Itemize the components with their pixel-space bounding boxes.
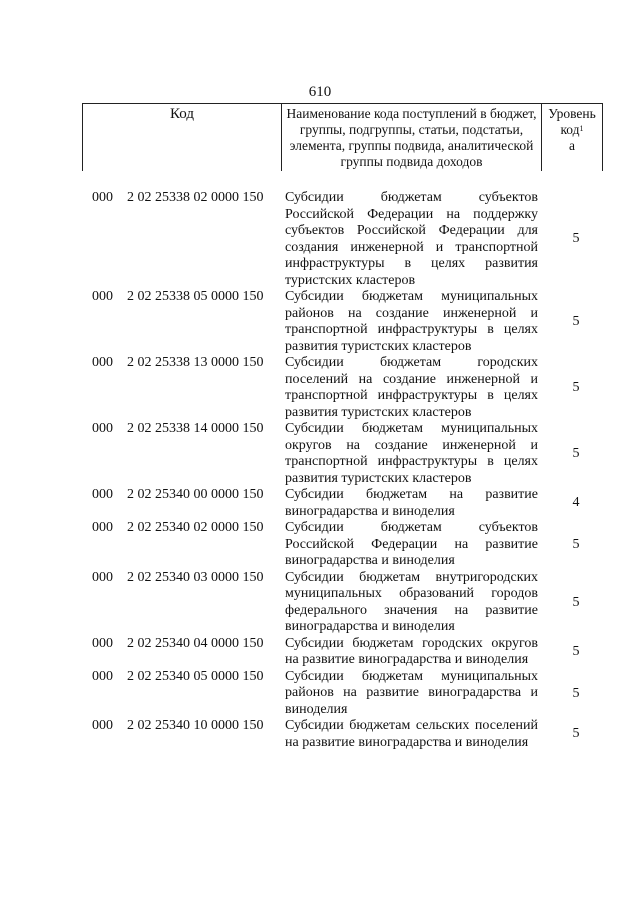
header-level bbox=[542, 104, 602, 171]
admin-code: 000 bbox=[92, 421, 113, 436]
header-level-text-end: а bbox=[569, 138, 575, 153]
level-code: 5 bbox=[572, 446, 580, 461]
level-code: 5 bbox=[572, 726, 580, 741]
page-number: 610 bbox=[308, 84, 332, 100]
table-row bbox=[0, 487, 640, 520]
level-code: 5 bbox=[572, 685, 580, 701]
revenue-code: 2 02 25340 00 0000 150 bbox=[127, 487, 264, 502]
level-code: 4 bbox=[572, 495, 580, 510]
table-body bbox=[0, 190, 640, 751]
table-header bbox=[82, 103, 603, 171]
revenue-code: 2 02 25340 05 0000 150 bbox=[127, 668, 264, 684]
revenue-name: Субсидии бюджетам городских округов на развитие виноградарства и виноделия bbox=[285, 635, 538, 667]
revenue-code: 2 02 25338 02 0000 150 bbox=[127, 190, 264, 205]
revenue-name: Субсидии бюджетам на развитие виноградарства и виноделия bbox=[285, 487, 538, 519]
admin-code: 000 bbox=[92, 569, 113, 585]
level-code: 5 bbox=[572, 380, 580, 395]
table-row bbox=[0, 570, 640, 636]
table-row bbox=[0, 636, 640, 669]
revenue-name: Субсидии бюджетам субъектов Российской Федерации на развитие виноградарства и виноделия bbox=[285, 520, 538, 568]
table-row bbox=[0, 520, 640, 570]
header-code: Код bbox=[83, 104, 282, 171]
level-code: 5 bbox=[572, 314, 580, 329]
table-row bbox=[0, 421, 640, 487]
level-code: 5 bbox=[572, 231, 580, 246]
revenue-name: Субсидии бюджетам муниципальных районов на развитие виноградарства и виноделия bbox=[285, 668, 538, 717]
admin-code: 000 bbox=[92, 190, 113, 205]
revenue-code: 2 02 25340 10 0000 150 bbox=[127, 718, 264, 733]
revenue-code: 2 02 25338 14 0000 150 bbox=[127, 421, 264, 436]
admin-code: 000 bbox=[92, 635, 113, 651]
admin-code: 000 bbox=[92, 289, 113, 304]
revenue-code: 2 02 25340 03 0000 150 bbox=[127, 569, 264, 585]
table-row bbox=[0, 355, 640, 421]
revenue-name: Субсидии бюджетам внутригородских муниципальных образований городов федерального значения на развитие виноградарства и виноделия bbox=[285, 569, 538, 634]
revenue-code: 2 02 25340 04 0000 150 bbox=[127, 635, 264, 651]
level-code: 5 bbox=[572, 594, 580, 610]
revenue-code: 2 02 25338 13 0000 150 bbox=[127, 355, 264, 370]
revenue-name: Субсидии бюджетам сельских поселений на развитие виноградарства и виноделия bbox=[285, 718, 538, 750]
revenue-name: Субсидии бюджетам субъектов Российской Федерации на поддержку субъектов Российской Федерации для создания инженерной и транспортной инфраструктуры в целях развития туристских кластеров bbox=[285, 190, 538, 288]
revenue-name: Субсидии бюджетам муниципальных округов на создание инженерной и транспортной инфраструктуры в целях развития туристских кластеров bbox=[285, 421, 538, 486]
header-level-sup: 1 bbox=[579, 124, 584, 133]
admin-code: 000 bbox=[92, 668, 113, 684]
revenue-code: 2 02 25338 05 0000 150 bbox=[127, 289, 264, 304]
header-name: Наименование кода поступлений в бюджет, группы, подгруппы, статьи, подстатьи, элемента, группы подвида, аналитической группы подвида доходов bbox=[282, 104, 542, 171]
table-row bbox=[0, 718, 640, 751]
admin-code: 000 bbox=[92, 487, 113, 502]
level-code: 5 bbox=[572, 537, 580, 552]
table-row bbox=[0, 190, 640, 289]
level-code: 5 bbox=[572, 643, 580, 659]
table-row bbox=[0, 289, 640, 355]
revenue-name: Субсидии бюджетам муниципальных районов на создание инженерной и транспортной инфраструктуры в целях развития туристских кластеров bbox=[285, 289, 538, 354]
revenue-code: 2 02 25340 02 0000 150 bbox=[127, 520, 264, 535]
admin-code: 000 bbox=[92, 718, 113, 733]
table-row bbox=[0, 669, 640, 719]
admin-code: 000 bbox=[92, 520, 113, 535]
revenue-name: Субсидии бюджетам городских поселений на создание инженерной и транспортной инфраструктуры в целях развития туристских кластеров bbox=[285, 355, 538, 420]
admin-code: 000 bbox=[92, 355, 113, 370]
header-level-text: Уровень код bbox=[548, 106, 596, 137]
